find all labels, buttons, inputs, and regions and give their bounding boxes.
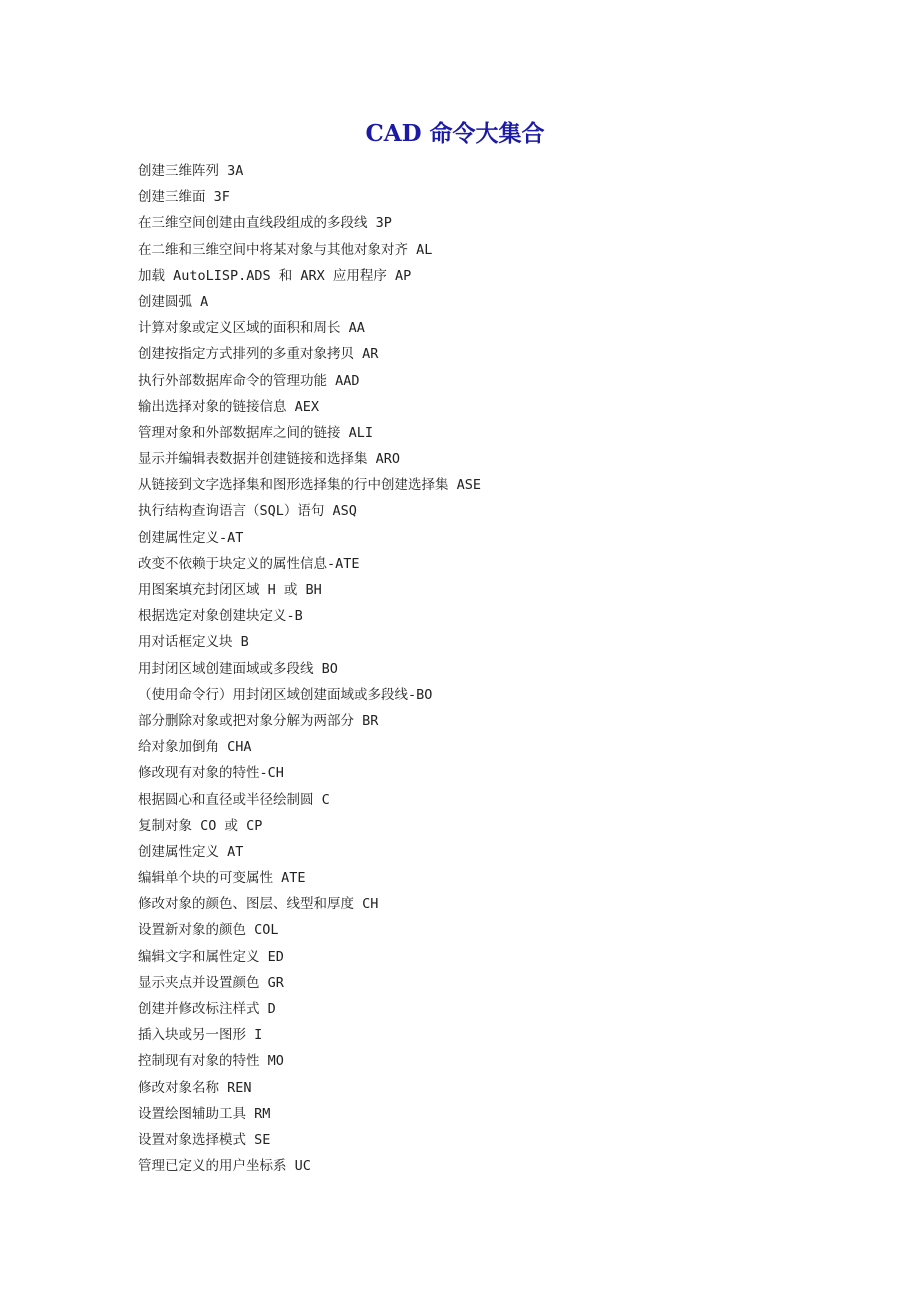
command-line: 给对象加倒角 CHA	[138, 739, 252, 756]
command-line: 设置新对象的颜色 COL	[138, 922, 279, 939]
command-line: 显示并编辑表数据并创建链接和选择集 ARO	[138, 451, 401, 468]
command-line: 管理已定义的用户坐标系 UC	[138, 1158, 311, 1175]
command-line: 创建圆弧 A	[138, 293, 209, 310]
command-line: 创建属性定义 AT	[138, 843, 244, 860]
command-line: 改变不依赖于块定义的属性信息-ATE	[138, 555, 360, 572]
command-line: 显示夹点并设置颜色 GR	[138, 974, 284, 991]
command-line: 在二维和三维空间中将某对象与其他对象对齐 AL	[138, 241, 433, 258]
command-line: 执行结构查询语言（SQL）语句 ASQ	[138, 503, 357, 520]
command-line: 编辑单个块的可变属性 ATE	[138, 870, 306, 887]
command-line: 设置对象选择模式 SE	[138, 1131, 271, 1148]
command-line: 创建按指定方式排列的多重对象拷贝 AR	[138, 346, 379, 363]
command-line: 设置绘图辅助工具 RM	[138, 1105, 271, 1122]
command-line: 执行外部数据库命令的管理功能 AAD	[138, 372, 360, 389]
command-line: 部分删除对象或把对象分解为两部分 BR	[138, 712, 379, 729]
command-line: 在三维空间创建由直线段组成的多段线 3P	[138, 215, 392, 232]
command-line: 插入块或另一图形 I	[138, 1027, 263, 1044]
command-line: 管理对象和外部数据库之间的链接 ALI	[138, 424, 374, 441]
command-line: 用对话框定义块 B	[138, 634, 249, 651]
command-line: 控制现有对象的特性 MO	[138, 1053, 284, 1070]
command-line: 编辑文字和属性定义 ED	[138, 948, 284, 965]
command-line: 根据圆心和直径或半径绘制圆 C	[138, 791, 330, 808]
command-line: 用图案填充封闭区域 H 或 BH	[138, 582, 322, 598]
command-line: 用封闭区域创建面域或多段线 BO	[138, 660, 338, 677]
command-line: 创建并修改标注样式 D	[138, 1001, 276, 1017]
command-line: （使用命令行）用封闭区域创建面域或多段线-BO	[138, 686, 433, 703]
command-line: 创建三维阵列 3A	[138, 163, 244, 179]
command-line: 复制对象 CO 或 CP	[138, 817, 263, 834]
command-line: 修改对象名称 REN	[138, 1079, 252, 1096]
command-line: 修改现有对象的特性-CH	[138, 765, 284, 782]
command-line: 输出选择对象的链接信息 AEX	[138, 398, 320, 415]
command-line: 修改对象的颜色、图层、线型和厚度 CH	[138, 896, 379, 913]
command-line: 创建属性定义-AT	[138, 529, 244, 546]
command-line: 从链接到文字选择集和图形选择集的行中创建选择集 ASE	[138, 477, 482, 494]
command-line: 创建三维面 3F	[138, 189, 230, 206]
command-list	[138, 158, 481, 1179]
command-line: 根据选定对象创建块定义-B	[138, 608, 303, 625]
command-line: 加载 AutoLISP.ADS 和 ARX 应用程序 AP	[138, 267, 412, 284]
command-line: 计算对象或定义区域的面积和周长 AA	[138, 320, 365, 337]
page-title: CAD 命令大集合	[365, 120, 545, 147]
